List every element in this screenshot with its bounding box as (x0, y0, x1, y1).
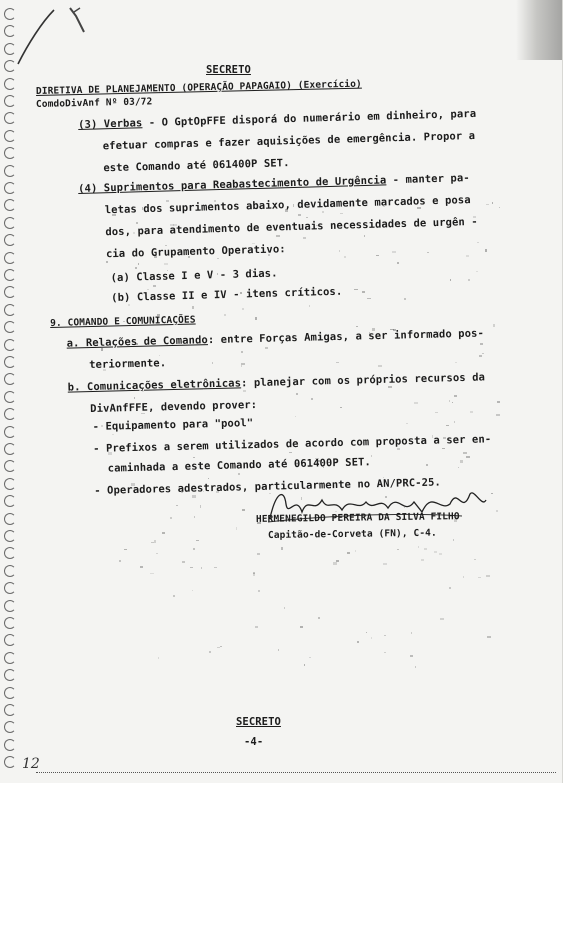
scan-speck (414, 402, 417, 404)
scan-speck (188, 256, 190, 258)
scan-speck (224, 489, 225, 491)
dash-item-1: - Equipamento para "pool" (92, 417, 254, 433)
binder-hole (4, 165, 16, 177)
item-3-label: (3) Verbas (78, 117, 143, 131)
binder-hole (4, 460, 16, 472)
scan-shadow (516, 0, 562, 60)
binder-hole (4, 721, 16, 733)
scan-speck (463, 452, 467, 453)
dash-item-2-line-1: - Prefixos a serem utilizados de acordo com proposta a ser en- (93, 433, 492, 455)
scan-speck (200, 505, 202, 507)
binder-hole (4, 600, 16, 612)
scan-speck (453, 539, 454, 541)
scan-speck (473, 216, 476, 218)
handwritten-signature (262, 482, 492, 532)
scan-speck (385, 496, 387, 498)
scan-speck (181, 492, 182, 493)
scan-speck (208, 478, 209, 479)
scan-speck (456, 516, 458, 518)
scan-speck (318, 617, 320, 619)
scan-speck (160, 424, 163, 426)
scan-speck (485, 249, 487, 251)
scan-speck (304, 664, 305, 666)
scan-speck (492, 202, 493, 204)
scan-speck (236, 249, 239, 250)
scan-speck (293, 204, 295, 206)
classification-bottom: SECRETO (236, 716, 281, 728)
binder-hole (4, 304, 16, 316)
scan-speck (182, 561, 185, 563)
scan-speck (468, 279, 470, 281)
scan-speck (265, 347, 268, 349)
item-3-line-2: efetuar compras e fazer aquisições de emergência. Propor a (102, 129, 476, 153)
scan-speck (316, 225, 318, 226)
item-4-line-1: - manter pa- (386, 172, 470, 187)
scan-speck (253, 573, 255, 575)
scan-speck (466, 255, 469, 257)
scan-speck (371, 455, 373, 456)
scan-speck (242, 308, 244, 310)
scan-speck (371, 637, 373, 639)
scan-speck (452, 402, 453, 403)
scan-speck (203, 491, 204, 492)
scan-speck (192, 590, 194, 591)
scan-speck (315, 458, 319, 460)
scan-speck (404, 298, 406, 300)
scan-speck (435, 412, 437, 413)
scan-speck (281, 547, 283, 549)
scan-speck (397, 549, 399, 550)
scan-speck (119, 560, 121, 561)
scan-speck (214, 567, 217, 568)
scan-speck (295, 416, 296, 418)
binder-hole (4, 130, 16, 142)
binder-hole (4, 669, 16, 681)
item-9a-text: : entre Forças Amigas, a ser informado pos- (207, 327, 485, 347)
scan-speck (167, 270, 169, 271)
scan-speck (439, 553, 442, 555)
scan-speck (201, 567, 203, 569)
scan-speck (298, 214, 301, 216)
scan-speck (123, 321, 125, 323)
scan-speck (486, 575, 490, 576)
scan-speck (434, 551, 437, 553)
scan-speck (176, 505, 178, 506)
scan-speck (442, 448, 445, 449)
scan-speck (173, 595, 175, 597)
binder-hole (4, 234, 16, 246)
directive-title: DIRETIVA DE PLANEJAMENTO (OPERAÇÃO PAPAGAIO) (Exercício) (35, 78, 362, 97)
binder-hole (4, 182, 16, 194)
scan-speck (112, 214, 116, 215)
binder-hole (4, 199, 16, 211)
scan-speck (476, 271, 478, 272)
item-4-b: (b) Classe II e IV - itens críticos. (111, 285, 343, 305)
scan-speck (257, 553, 260, 555)
scan-speck (480, 343, 484, 345)
scan-speck (421, 559, 424, 561)
binder-hole (4, 530, 16, 542)
scan-speck (217, 647, 220, 648)
scan-speck (142, 390, 144, 392)
scan-speck (236, 527, 237, 529)
binder-hole (4, 339, 16, 351)
binder-hole (4, 547, 16, 559)
binder-hole (4, 286, 16, 298)
scan-speck (296, 464, 297, 465)
scan-speck (388, 386, 392, 388)
scan-speck (199, 427, 200, 428)
scan-speck (323, 467, 324, 469)
item-4-line-4: cia do Grupamento Operativo: (105, 243, 286, 261)
scan-speck (449, 587, 451, 589)
binder-hole (4, 652, 16, 664)
scan-speck (440, 618, 443, 620)
binder-hole (4, 617, 16, 629)
scan-speck (106, 261, 108, 263)
scan-speck (300, 626, 303, 628)
scan-speck (306, 217, 308, 218)
binder-hole (4, 269, 16, 281)
scan-speck (491, 493, 493, 494)
scan-speck (446, 425, 449, 427)
scan-speck (217, 258, 218, 259)
scan-speck (460, 460, 463, 462)
scan-speck (416, 533, 418, 535)
scan-speck (303, 237, 307, 239)
scan-speck (196, 540, 199, 542)
item-9b-text: : planejar com os próprios recursos da (240, 371, 486, 390)
scan-speck (154, 540, 157, 542)
scan-speck (131, 483, 135, 485)
binder-hole (4, 391, 16, 403)
scan-speck (140, 566, 144, 568)
scan-speck (463, 576, 464, 578)
scan-speck (369, 332, 371, 334)
scan-speck (103, 369, 106, 371)
scan-speck (438, 331, 439, 333)
scan-speck (499, 207, 500, 208)
scan-speck (443, 437, 446, 439)
scan-speck (193, 457, 195, 458)
scan-speck (241, 363, 245, 365)
scan-speck (432, 435, 433, 437)
scan-speck (309, 657, 311, 658)
item-4-label: (4) Suprimentos para Reabastecimento de Urgência (78, 174, 387, 195)
classification-top: SECRETO (206, 64, 251, 76)
scan-speck (355, 550, 357, 552)
scan-speck (411, 632, 412, 634)
scan-speck (158, 657, 159, 659)
scan-speck (427, 252, 429, 253)
scan-speck (192, 495, 196, 497)
scan-speck (493, 324, 494, 326)
scan-speck (224, 314, 227, 316)
scan-speck (157, 314, 160, 315)
scan-speck (354, 289, 358, 290)
scan-speck (243, 390, 246, 392)
scan-speck (147, 289, 149, 290)
scan-speck (238, 473, 240, 475)
binder-hole (4, 565, 16, 577)
scan-speck (301, 497, 302, 499)
scan-speck (407, 479, 408, 480)
scan-speck (340, 213, 343, 214)
scan-speck (180, 448, 182, 449)
pen-stroke-mark (14, 4, 94, 74)
binder-hole (4, 373, 16, 385)
scan-speck (362, 291, 365, 293)
scan-speck (138, 263, 139, 265)
scan-speck (162, 532, 165, 534)
binder-hole (4, 252, 16, 264)
scan-speck (298, 224, 300, 226)
item-9b-line-2: DivAnfFFE, devendo prover: (90, 398, 258, 416)
binder-hole (4, 95, 16, 107)
scan-speck (454, 395, 456, 397)
scan-speck (150, 573, 154, 574)
scan-speck (458, 467, 459, 468)
scan-speck (486, 204, 488, 206)
scan-speck (108, 452, 111, 454)
scan-speck (153, 285, 156, 287)
item-9a-line-2: teriormente. (89, 357, 167, 372)
scan-speck (165, 245, 168, 246)
scan-speck (366, 632, 367, 633)
scan-speck (474, 559, 476, 561)
scan-speck (496, 510, 497, 512)
scan-speck (164, 263, 167, 265)
scan-speck (479, 355, 482, 357)
scan-speck (424, 548, 428, 550)
signer-rank: Capitão-de-Corveta (FN), C-4. (267, 527, 437, 541)
dash-item-3: - Operadores adestrados, particularmente no AN/PRC-25. (94, 476, 442, 497)
scan-speck (311, 398, 312, 400)
scan-speck (384, 652, 387, 654)
item-9b-label: b. Comunicações eletrônicas (67, 377, 242, 394)
scan-speck (135, 267, 137, 269)
scan-speck (322, 211, 324, 213)
scan-speck (135, 343, 137, 345)
scan-speck (170, 517, 172, 519)
scan-speck (470, 411, 474, 413)
scan-speck (200, 389, 203, 390)
binder-hole (4, 443, 16, 455)
scan-speck (289, 452, 292, 453)
scan-speck (333, 562, 337, 564)
item-4-line-3: dos, para atendimento de eventuais necessidades de urgên - (105, 215, 478, 239)
scan-speck (142, 207, 144, 209)
scan-speck (417, 207, 420, 209)
scan-speck (159, 355, 160, 356)
scan-speck (357, 641, 358, 643)
scan-speck (133, 232, 135, 233)
binder-hole (4, 495, 16, 507)
scan-speck (478, 577, 480, 578)
scan-speck (496, 414, 500, 416)
scan-speck (406, 423, 409, 424)
scan-speck (166, 200, 169, 201)
scan-speck (415, 666, 416, 668)
scan-speck (268, 254, 271, 256)
binder-hole (4, 217, 16, 229)
scan-speck (124, 549, 126, 551)
scan-speck (156, 553, 158, 554)
scan-speck (364, 235, 365, 237)
scan-speck (284, 607, 285, 609)
binder-hole (4, 704, 16, 716)
scan-speck (383, 477, 384, 478)
scan-speck (257, 522, 260, 523)
scan-speck (141, 413, 144, 414)
scan-speck (454, 421, 456, 423)
binder-hole (4, 426, 16, 438)
scan-speck (450, 279, 451, 281)
scan-speck (367, 298, 371, 300)
binder-hole (4, 687, 16, 699)
scan-speck (372, 328, 375, 330)
scan-speck (362, 204, 363, 205)
scan-speck (101, 425, 103, 427)
scan-speck (101, 348, 103, 350)
scan-speck (173, 224, 177, 225)
scan-speck (255, 317, 257, 319)
scan-speck (347, 552, 350, 554)
scan-speck (418, 546, 419, 548)
scan-speck (455, 362, 457, 363)
directive-reference: ComdoDivAnf Nº 03/72 (35, 96, 153, 110)
scan-speck (128, 304, 129, 306)
scan-speck (269, 493, 271, 495)
scan-speck (397, 262, 399, 264)
scan-speck (134, 397, 135, 399)
binder-hole (4, 739, 16, 751)
scan-speck (392, 251, 395, 253)
scan-speck (252, 243, 255, 244)
binder-holes (4, 8, 20, 778)
scan-speck (217, 273, 218, 274)
binder-hole (4, 478, 16, 490)
scan-speck (404, 507, 405, 508)
handwritten-page-number: 12 (22, 756, 40, 772)
scan-speck (477, 242, 479, 243)
scan-speck (309, 305, 310, 307)
scan-speck (397, 448, 400, 450)
signer-name: HERMENEGILDO PEREIRA DA SILVA FILHO (255, 511, 460, 525)
binder-hole (4, 78, 16, 90)
scan-speck (258, 590, 260, 592)
scan-speck (317, 460, 321, 462)
scan-speck (144, 425, 146, 426)
page-number: -4- (244, 736, 264, 748)
scan-speck (216, 491, 219, 493)
scan-speck (212, 362, 214, 364)
scan-speck (240, 292, 242, 294)
scan-speck (339, 250, 340, 252)
binder-hole (4, 582, 16, 594)
scan-speck (384, 635, 386, 636)
scan-speck (136, 222, 138, 224)
scan-speck (242, 509, 245, 511)
binder-hole (4, 147, 16, 159)
binder-hole (4, 321, 16, 333)
scan-speck (241, 351, 242, 353)
binder-hole (4, 112, 16, 124)
binder-hole (4, 408, 16, 420)
binder-hole (4, 756, 16, 768)
scan-speck (255, 626, 258, 628)
scan-speck (383, 563, 386, 565)
scan-speck (336, 362, 339, 363)
scan-speck (335, 511, 337, 512)
scan-speck (251, 270, 253, 271)
scan-speck (276, 235, 280, 237)
scan-speck (390, 329, 394, 331)
scan-speck (487, 636, 491, 638)
binder-hole (4, 634, 16, 646)
item-9-label: 9. COMANDO E COMUNICAÇÕES (50, 314, 196, 329)
scan-speck (190, 567, 193, 568)
scan-speck (154, 256, 158, 258)
dash-item-2-line-2: caminhada a este Comando até 061400P SET. (107, 456, 372, 475)
scan-speck (214, 200, 216, 202)
item-3-line-3: este Comando até 061400P SET. (103, 157, 290, 175)
scan-speck (449, 400, 450, 402)
scan-speck (410, 655, 413, 657)
scan-speck (296, 393, 298, 395)
binder-hole (4, 513, 16, 525)
item-4-a: (a) Classe I e V - 3 dias. (110, 267, 278, 285)
scan-speck (285, 209, 289, 211)
item-4-line-2: letas dos suprimentos abaixo, devidamente marcados e posa (104, 194, 471, 217)
scan-speck (150, 207, 153, 208)
scan-speck (426, 464, 428, 466)
item-3-line-1: - O GptOpFFE disporá do numerário em dinheiro, para (142, 107, 477, 130)
scan-speck (378, 365, 382, 367)
scan-speck (209, 651, 211, 652)
page-bottom-edge (36, 772, 556, 773)
scan-speck (344, 256, 346, 258)
scan-speck (192, 306, 194, 308)
scan-speck (193, 548, 195, 550)
binder-hole (4, 356, 16, 368)
scan-speck (497, 401, 501, 403)
scan-speck (112, 434, 114, 436)
scan-speck (454, 519, 457, 521)
scan-speck (383, 206, 385, 207)
scan-speck (356, 326, 358, 327)
scan-speck (194, 516, 195, 518)
scan-speck (466, 456, 470, 458)
scan-speck (336, 560, 339, 562)
item-9a-label: a. Relações de Comando (66, 334, 209, 350)
scan-speck (340, 407, 342, 409)
scan-speck (278, 649, 280, 651)
scan-speck (376, 255, 379, 257)
